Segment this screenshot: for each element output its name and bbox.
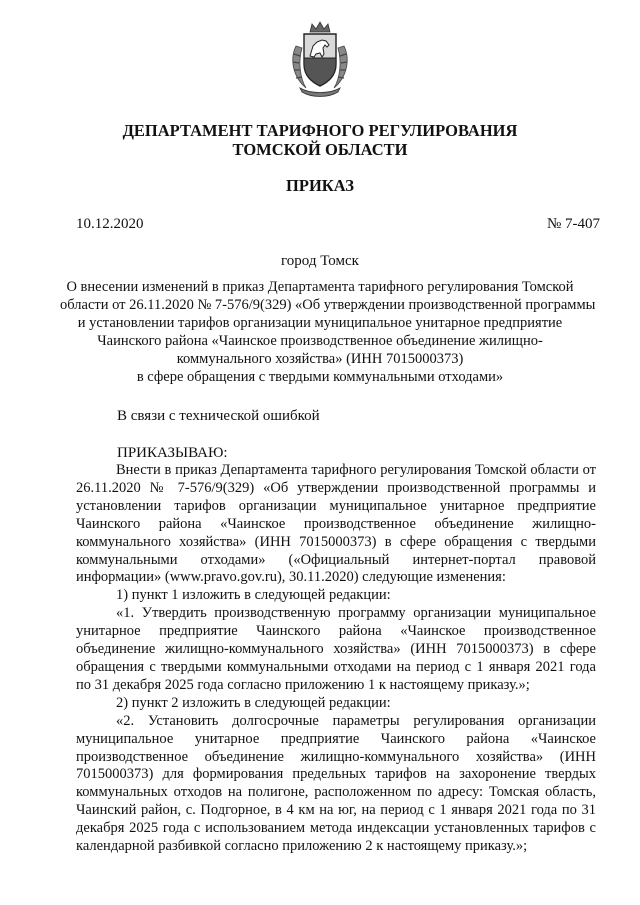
order-number: № 7-407	[546, 216, 600, 232]
subject-line: и установлении тарифов организации муниципальное унитарное предприятие	[77, 315, 563, 331]
city: город Томск	[281, 253, 359, 269]
body-paragraph: 2) пункт 2 изложить в следующей редакции:	[116, 694, 391, 711]
subject-line: области от 26.11.2020 № 7-576/9(329) «Об утверждении производственной программы	[60, 297, 596, 313]
department-name	[40, 121, 600, 159]
tomsk-region-coat-of-arms-icon	[286, 18, 354, 100]
reason-text: В связи с технической ошибкой	[117, 408, 320, 424]
order-body	[76, 462, 596, 856]
department-line-1: ДЕПАРТАМЕНТ ТАРИФНОГО РЕГУЛИРОВАНИЯ	[122, 121, 518, 140]
subject-line: в сфере обращения с твердыми коммунальными отходами»	[136, 369, 504, 385]
order-subject	[60, 278, 596, 386]
body-paragraph: 1) пункт 1 изложить в следующей редакции:	[116, 587, 391, 604]
order-word: ПРИКАЗЫВАЮ:	[117, 445, 228, 461]
order-date: 10.12.2020	[76, 216, 144, 232]
department-line-2: ТОМСКОЙ ОБЛАСТИ	[232, 140, 408, 159]
body-paragraph: «1. Утвердить производственную программу организации муниципальное унитарное предприятие Чаинского района «Чаинское производственное объединение жилищно-коммунального хозяйства» (ИНН 7015000373) в сфере обращения с твердыми коммунальными отходами на период с 1 января 2021 года по 31 декабря 2025 года согласно приложению 1 к настоящему приказу.»;	[76, 605, 596, 693]
subject-line: коммунального хозяйства» (ИНН 7015000373)	[176, 351, 464, 367]
body-paragraph: Внести в приказ Департамента тарифного регулирования Томской области от 26.11.2020 № 7-576/9(329) «Об утверждении производственной программы и установлении тарифов организации муниципальное унитарное предприятие Чаинского района «Чаинское производственное объединение жилищно-коммунального хозяйства» (ИНН 7015000373) в сфере обращения с твердыми коммунальными отходами» («Официальный интернет-портал правовой информации» (www.pravo.gov.ru), 30.11.2020) следующие изменения:	[76, 462, 596, 586]
subject-line: О внесении изменений в приказ Департамента тарифного регулирования Томской	[66, 279, 574, 295]
document-type: ПРИКАЗ	[286, 176, 354, 195]
subject-line: Чаинского района «Чаинское производственное объединение жилищно-	[97, 333, 543, 349]
body-paragraph: «2. Установить долгосрочные параметры регулирования организации муниципальное унитарное предприятие Чаинского района «Чаинское производственное объединение жилищно-коммунального хозяйства» (ИНН 7015000373) для формирования предельных тарифов на захоронение твердых коммунальных отходов на полигоне, расположенном по адресу: Томская область, Чаинский район, с. Подгорное, в 4 км на юг, на период с 1 января 2021 года по 31 декабря 2025 года с использованием метода индексации установленных тарифов с календарной разбивкой согласно приложению 2 к настоящему приказу.»;	[76, 712, 596, 855]
